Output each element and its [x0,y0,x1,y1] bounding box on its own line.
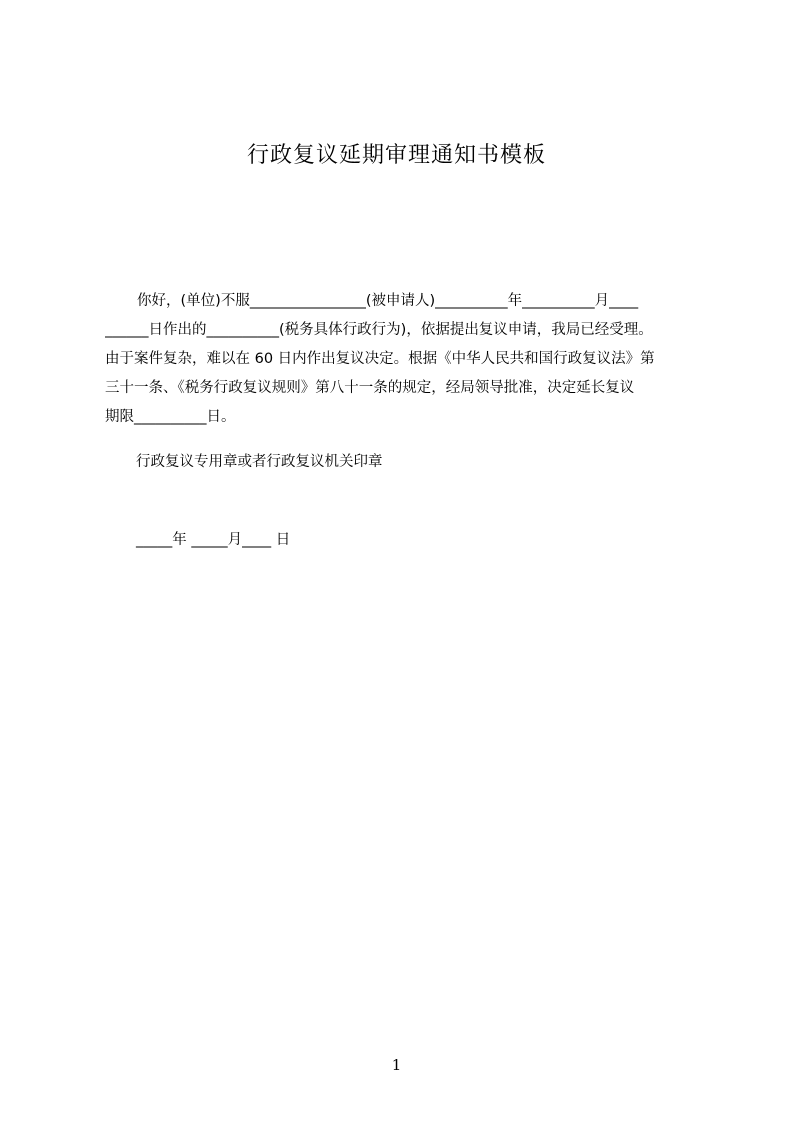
paragraph-line-5: 期限__________日。 [105,409,236,425]
page-number: 1 [391,1056,402,1074]
paragraph-line-1-text: 你好，(单位)不服________________(被申请人)__________年__________月____ [137,293,639,309]
date-line: _____年 _____月____ 日 [136,532,291,548]
notice-paragraph [105,287,699,432]
paragraph-line-1 [105,287,699,316]
paragraph-line-2: ______日作出的__________(税务具体行政行为)，依据提出复议申请，我局已经受理。 [105,322,653,338]
seal-line: 行政复议专用章或者行政复议机关印章 [136,454,383,470]
document-title: 行政复议延期审理通知书模板 [246,143,546,168]
paragraph-line-4: 三十一条、《税务行政复议规则》第八十一条的规定，经局领导批准，决定延长复议 [105,380,635,396]
paragraph-line-3: 由于案件复杂，难以在 60 日内作出复议决定。根据《中华人民共和国行政复议法》第 [105,351,655,367]
